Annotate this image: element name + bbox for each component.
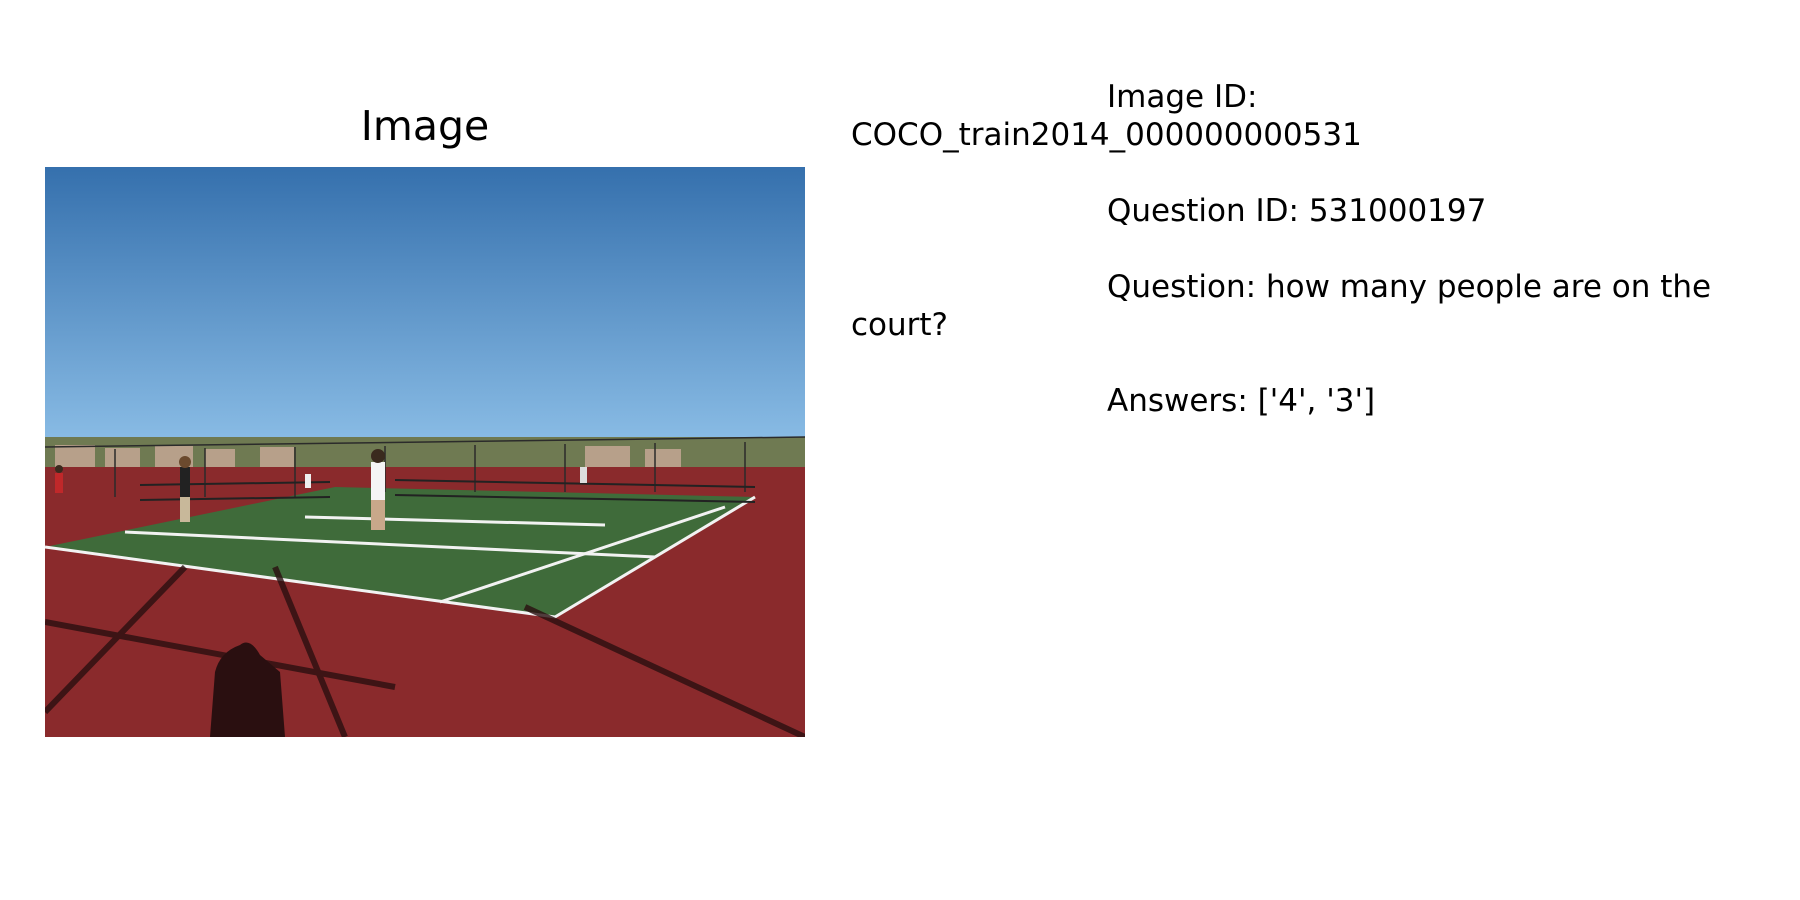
question-id-label: Question ID:	[1107, 193, 1299, 229]
answers-label: Answers:	[1107, 383, 1248, 419]
image-id-line	[851, 78, 1781, 154]
answers-line	[851, 382, 1781, 420]
answers-value: ['4', '3']	[1257, 383, 1376, 419]
image-panel-title: Image	[360, 102, 490, 150]
question-text-end: court?	[851, 307, 949, 343]
question-id-line	[851, 192, 1781, 230]
sky	[45, 167, 805, 457]
image-id-label: Image ID:	[1107, 79, 1258, 115]
question-info	[851, 78, 1781, 458]
question-text-start: how many people are on the	[1265, 269, 1712, 305]
tennis-court-photo	[45, 167, 805, 737]
question-id-value: 531000197	[1308, 193, 1487, 229]
image-id-value: COCO_train2014_000000000531	[851, 117, 1362, 153]
tennis-court-illustration	[45, 167, 805, 737]
question-label: Question:	[1107, 269, 1257, 305]
question-line	[851, 268, 1781, 344]
